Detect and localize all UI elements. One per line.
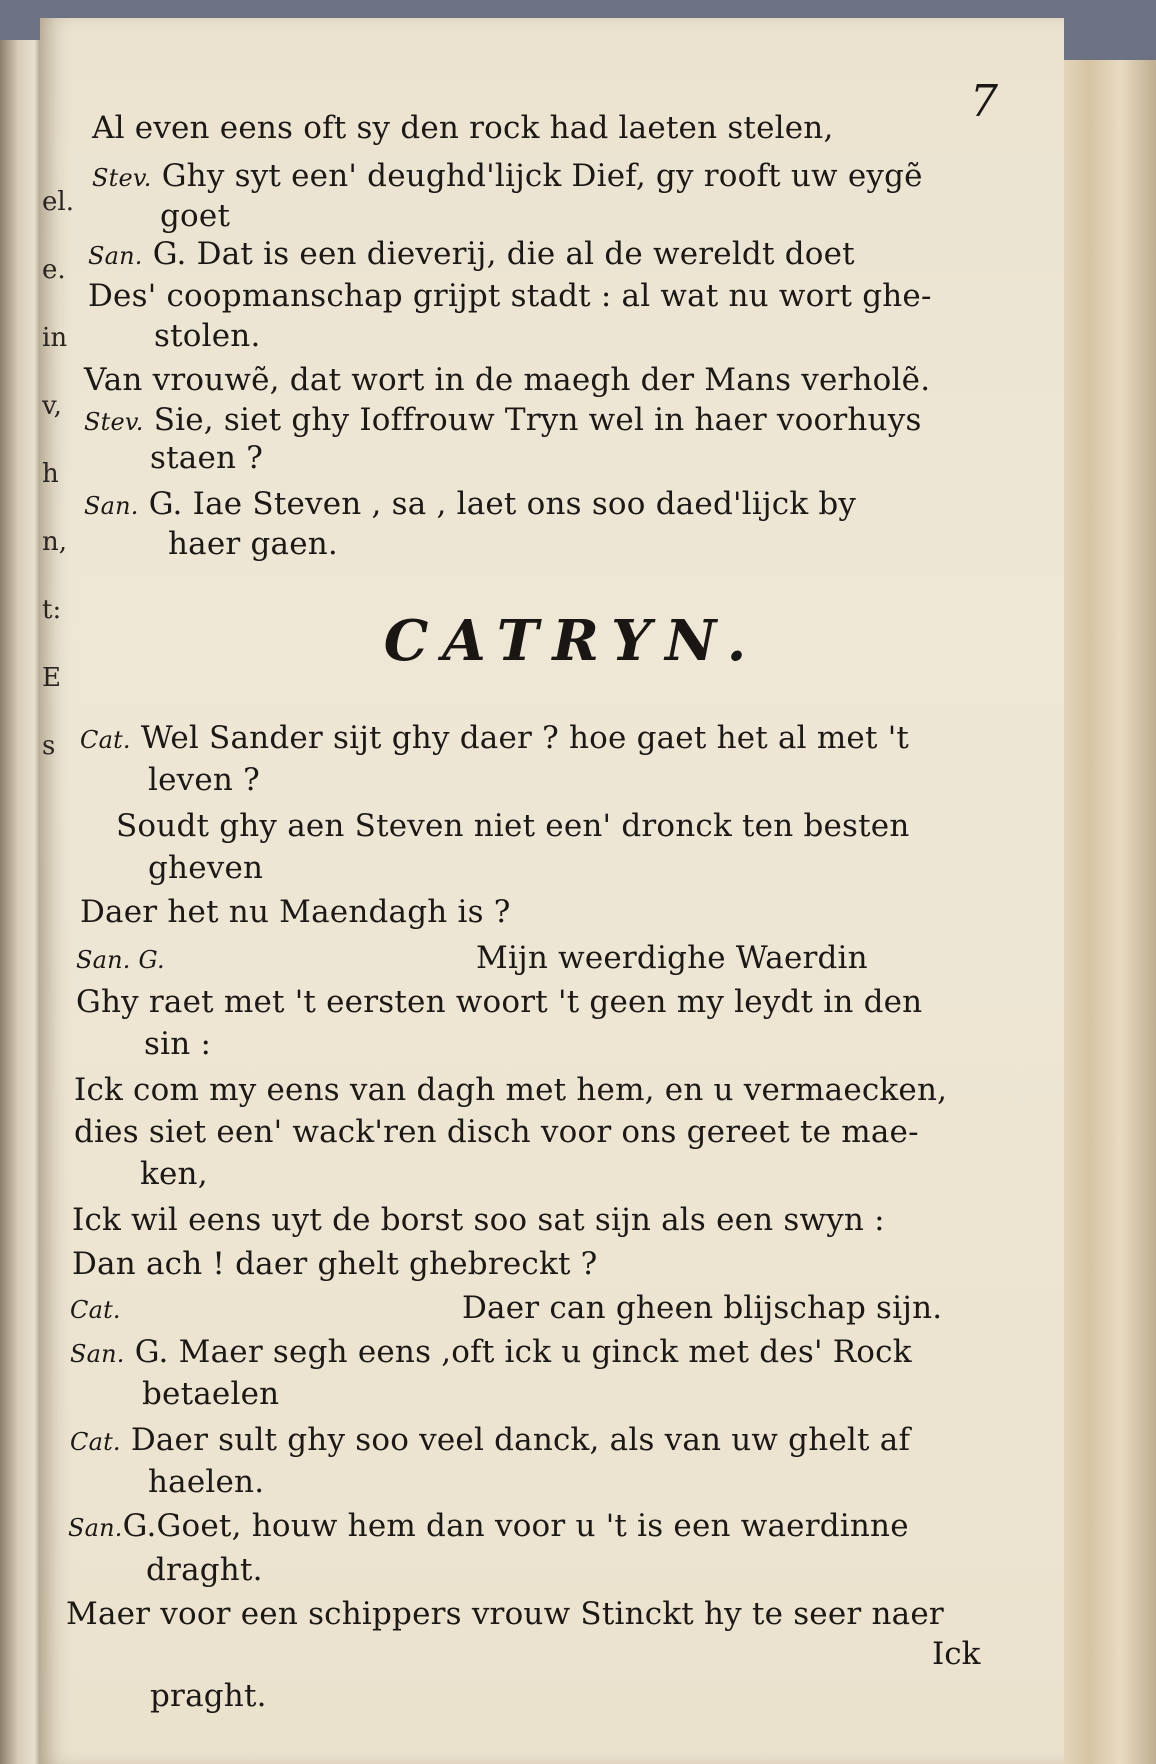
text-line: San. G. Maer segh eens ,oft ick u ginck met des' Rock [70, 1334, 912, 1370]
page-number: 7 [970, 76, 998, 127]
text-line: goet [160, 198, 231, 234]
text-line: stolen. [154, 318, 261, 354]
text-line: San.G.Goet, houw hem dan voor u 't is een waerdinne [68, 1508, 909, 1544]
text-line: Maer voor een schippers vrouw Stinckt hy te seer naer [66, 1596, 944, 1632]
fragment: E [42, 663, 61, 693]
text-line: Stev. Sie, siet ghy Ioffrouw Tryn wel in haer voorhuys [84, 402, 922, 438]
text-line: Ick wil eens uyt de borst soo sat sijn als een swyn : [72, 1202, 885, 1238]
text-line: leven ? [148, 762, 260, 798]
text-line: Cat. Wel Sander sijt ghy daer ? hoe gaet het al met 't [80, 720, 910, 756]
text-line: Daer het nu Maendagh is ? [80, 894, 511, 930]
fragment: in [42, 323, 68, 353]
text-line: sin : [144, 1026, 212, 1062]
text-line: Van vrouwẽ, dat wort in de maegh der Mans verholẽ. [84, 362, 931, 398]
text-line: Cat. Daer can gheen blijschap sijn. [70, 1290, 943, 1326]
text-line: haelen. [148, 1464, 265, 1500]
text-line: San. G. Dat is een dieverij, die al de wereldt doet [88, 236, 855, 272]
text-line: Stev. Ghy syt een' deughd'lijck Dief, gy rooft uw eygẽ [92, 158, 923, 194]
text-line: San. G. Mijn weerdighe Waerdin [76, 940, 868, 976]
fragment: h [42, 459, 59, 489]
text-line: ken, [140, 1156, 208, 1192]
text-line: haer gaen. [168, 526, 338, 562]
text-line: Dan ach ! daer ghelt ghebreckt ? [72, 1246, 598, 1282]
text-line: Cat. Daer sult ghy soo veel danck, als van uw ghelt af [70, 1422, 911, 1458]
fragment: v, [42, 391, 62, 421]
scene-heading: CATRYN. [383, 608, 761, 674]
text-line: draght. [146, 1552, 263, 1588]
book-page [40, 18, 1064, 1764]
text-line: Al even eens oft sy den rock had laeten stelen, [92, 110, 834, 146]
fragment: t: [42, 595, 62, 625]
text-line: Soudt ghy aen Steven niet een' dronck ten besten [116, 808, 910, 844]
text-line: Des' coopmanschap grijpt stadt : al wat nu wort ghe- [88, 278, 932, 314]
fragment: e. [42, 255, 66, 285]
text-line: staen ? [150, 440, 264, 476]
text-line: betaelen [142, 1376, 280, 1412]
text-line: Ick com my eens van dagh met hem, en u vermaecken, [74, 1072, 948, 1108]
fragment: s [42, 731, 56, 761]
text-line: dies siet een' wack'ren disch voor ons gereet te mae- [74, 1114, 919, 1150]
text-line: gheven [148, 850, 264, 886]
text-line: Ghy raet met 't eersten woort 't geen my leydt in den [76, 984, 923, 1020]
fragment: el. [42, 187, 74, 217]
fragment: n, [42, 527, 68, 557]
left-page-fragments [42, 168, 72, 780]
catchword: Ick [932, 1636, 981, 1672]
text-line: San. G. Iae Steven , sa , laet ons soo daed'lijck by [84, 486, 857, 522]
text-line: praght. [150, 1678, 267, 1714]
